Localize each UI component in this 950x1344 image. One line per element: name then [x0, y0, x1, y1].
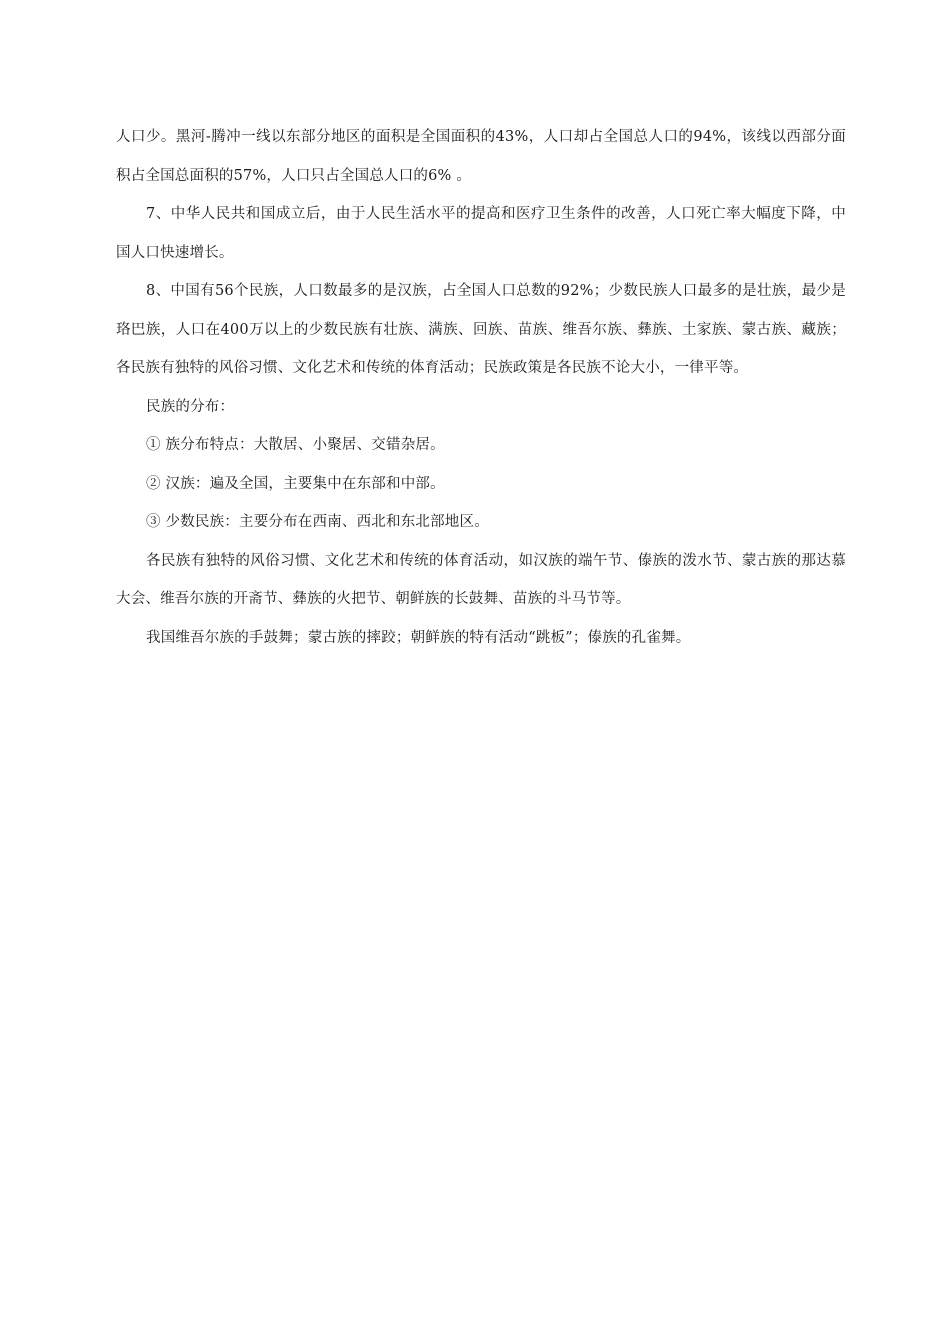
list-item-minority-distribution: ③ 少数民族：主要分布在西南、西北和东北部地区。: [146, 514, 489, 530]
paragraph-ethnic-activities: 我国维吾尔族的手鼓舞；蒙古族的摔跤；朝鲜族的特有活动“跳板”；傣族的孔雀舞。: [146, 629, 691, 646]
paragraph-ethnic-customs: 各民族有独特的风俗习惯、文化艺术和传统的体育活动，如汉族的端午节、傣族的泼水节、蒙古族的那达慕大会、维吾尔族的开斋节、彝族的火把节、朝鲜族的长鼓舞、苗族的斗马节等。: [116, 552, 846, 607]
paragraph-point-8: 8、中国有56个民族，人口数最多的是汉族，占全国人口总数的92%；少数民族人口最多的是壮族，最少是珞巴族，人口在400万以上的少数民族有壮族、满族、回族、苗族、维吾尔族、彝族、土家族、蒙古族、藏族；各民族有独特的风俗习惯、文化艺术和传统的体育活动；民族政策是各民族不论大小，一律平等。: [116, 283, 846, 376]
list-item-han-distribution: ② 汉族：遍及全国，主要集中在东部和中部。: [146, 475, 445, 492]
list-item-distribution-features: ① 族分布特点：大散居、小聚居、交错杂居。: [146, 437, 445, 453]
paragraph-point-7: 7、中华人民共和国成立后，由于人民生活水平的提高和医疗卫生条件的改善，人口死亡率大幅度下降，中国人口快速增长。: [116, 206, 846, 261]
paragraph-population-distribution: 人口少。黑河-腾冲一线以东部分地区的面积是全国面积的43%，人口却占全国总人口的94%，该线以西部分面积占全国总面积的57%，人口只占全国总人口的6% 。: [116, 129, 846, 184]
document-body: [116, 118, 846, 657]
paragraph-ethnic-distribution-heading: 民族的分布：: [146, 398, 235, 415]
